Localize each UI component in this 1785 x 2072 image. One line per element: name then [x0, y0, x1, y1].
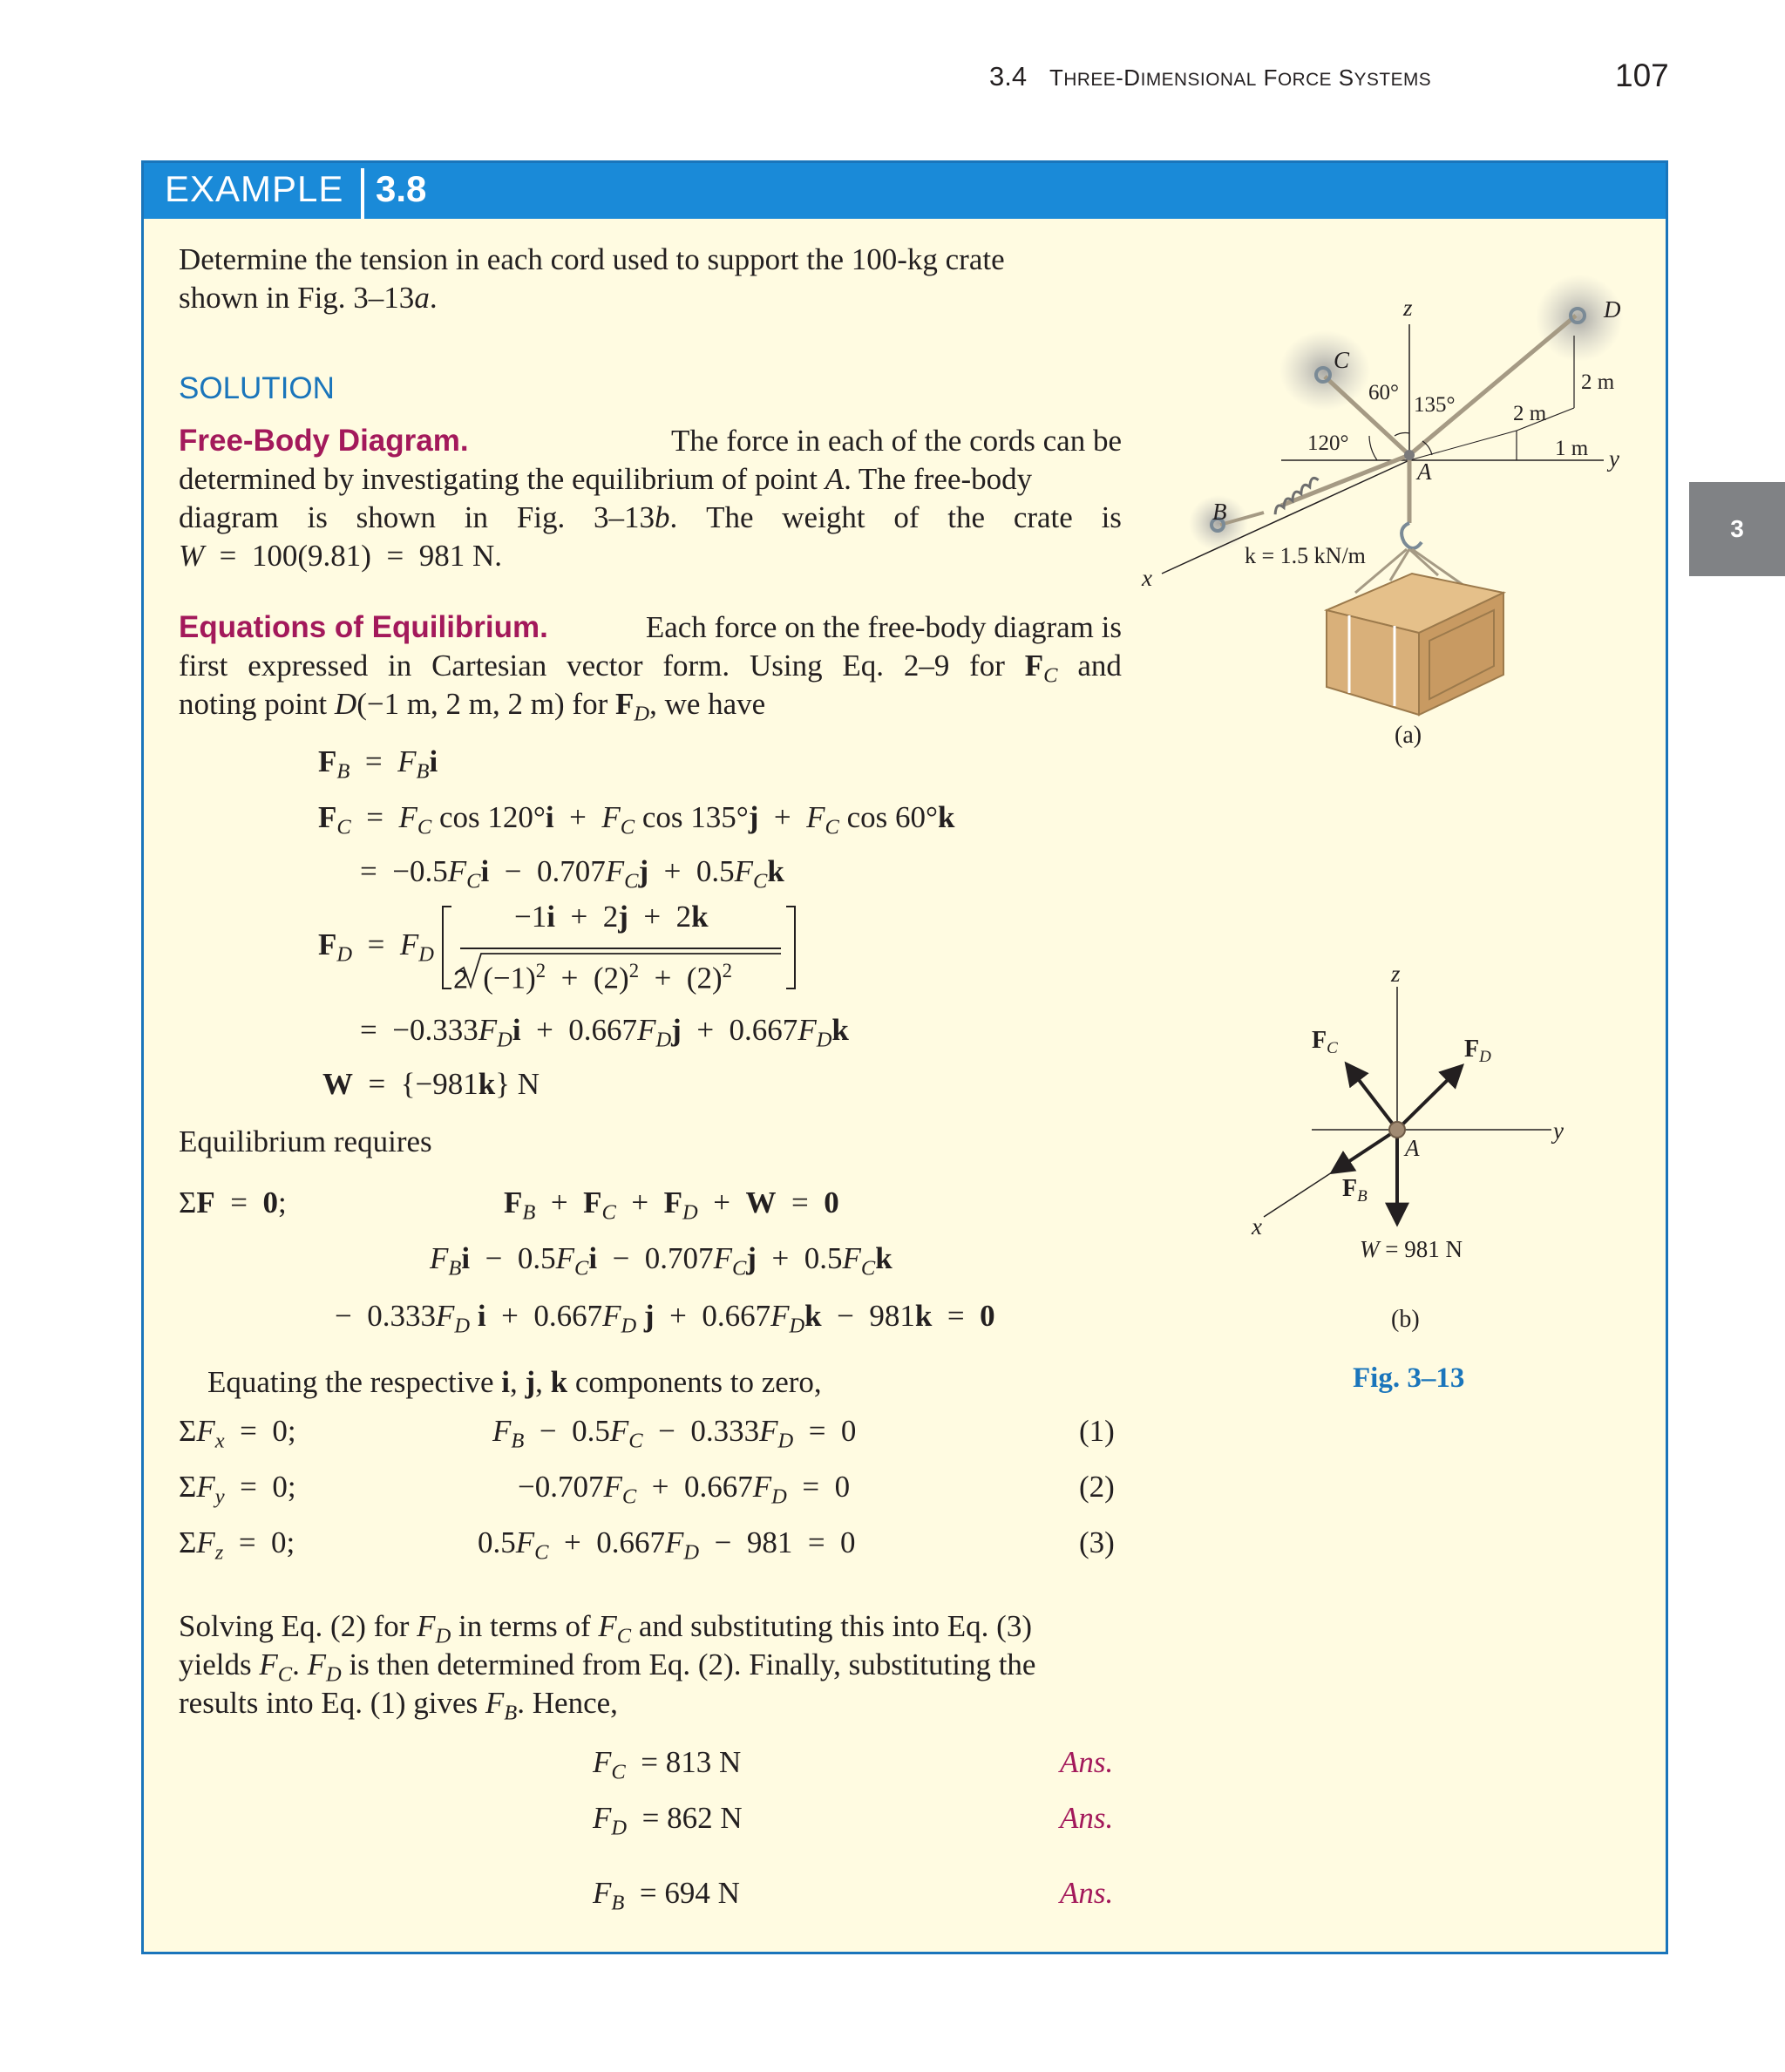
answer-fb-tag: Ans. — [1060, 1876, 1114, 1910]
fig-a-axis-y: y — [1609, 445, 1619, 472]
example-number: 3.8 — [376, 168, 427, 209]
fig-a-point-c: C — [1334, 347, 1350, 373]
fig-b-axis-y: y — [1553, 1118, 1564, 1144]
running-header-section — [989, 61, 1431, 92]
answer-fd: $F_D = 862$ N — [593, 1801, 743, 1840]
fig-b-label-fb: $F_B$ — [1342, 1175, 1368, 1206]
problem-line-1: Determine the tension in each cord used to support the 100-kg crate — [179, 242, 1005, 276]
fig-b-point-a: A — [1405, 1135, 1420, 1161]
fd-denominator: 2 $(-1)^2 + (2)^2 + (2)^2$ — [453, 960, 732, 995]
fbd-line-4: W = 100(9.81) = 981 N. — [179, 539, 502, 573]
sum-fy-label: $\Sigma F_y = 0$; — [179, 1470, 296, 1509]
fig-a-angle-120: 120° — [1307, 431, 1349, 455]
fig-a-dim-1m: 1 m — [1555, 437, 1589, 460]
problem-line-2: shown in Fig. 3–13a. — [179, 281, 438, 315]
fig-a-angle-60: 60° — [1368, 381, 1399, 404]
eq-number-3: (3) — [1079, 1525, 1115, 1559]
fig-a-dim-2m-a: 2 m — [1581, 370, 1615, 394]
sum-fy-eq: $-0.707F_C + 0.667F_D = 0$ — [518, 1470, 851, 1509]
eq-fb: $F_B = F_Bi$ — [318, 744, 438, 784]
expanded-eq-2: − $0.333F_D$ $i + 0.667F_D$ $j + 0.667F_Dk - 981k = 0$ — [335, 1299, 995, 1338]
solving-line-3: results into Eq. (1) gives $F_B$. Hence, — [179, 1686, 618, 1725]
fbd-line-1: Free-Body Diagram. The force in each of the cords can be — [179, 424, 1122, 458]
eq-line-2: first expressed in Cartesian vector form. Using Eq. 2–9 for $F_C$ and — [179, 649, 1122, 688]
figure-caption: Fig. 3–13 — [1353, 1362, 1465, 1394]
fig-b-point-a-knot — [1389, 1122, 1405, 1138]
fig-b-label-fc: $F_C$ — [1312, 1027, 1338, 1057]
cord-b — [1281, 455, 1409, 506]
force-fc-arrow — [1347, 1065, 1397, 1130]
expanded-eq-1: $F_Bi - 0.5F_Ci - 0.707F_Cj + 0.5F_Ck$ — [430, 1241, 892, 1281]
equating-text: Equating the respective i, j, k components to zero, — [207, 1365, 822, 1399]
page-number: 107 — [1615, 58, 1669, 93]
support-c-shadow — [1279, 330, 1370, 411]
fig-b-weight: W = 981 N — [1360, 1236, 1463, 1262]
fig-b-axis-z: z — [1391, 961, 1401, 987]
fig-b-label-fd: $F_D$ — [1464, 1036, 1491, 1066]
cord-d — [1409, 316, 1576, 455]
answer-fb: $F_B = 694$ N — [593, 1876, 740, 1915]
figure-3-13b — [1238, 950, 1656, 1342]
fig-a-spring-k: k = 1.5 kN/m — [1245, 543, 1366, 568]
force-fd-arrow — [1397, 1067, 1461, 1130]
solving-line-1: Solving Eq. (2) for $F_D$ in terms of $F_C$ and substituting this into Eq. (3) — [179, 1609, 1032, 1648]
solution-heading: SOLUTION — [179, 371, 335, 405]
example-title-bar — [144, 163, 1666, 219]
force-fb-arrow — [1334, 1130, 1397, 1172]
section-number: 3.4 — [989, 61, 1028, 92]
eq-w: W = {−981k} N — [322, 1067, 540, 1101]
answer-fd-tag: Ans. — [1060, 1801, 1114, 1835]
section-title: THREE-DIMENSIONAL FORCE SYSTEMS — [1049, 65, 1432, 91]
sum-fz-eq: $0.5F_C + 0.667F_D - 981 = 0$ — [478, 1525, 856, 1565]
ring-a — [1404, 450, 1415, 460]
eq-line-1: Equations of Equilibrium. Each force on the free-body diagram is — [179, 610, 1122, 644]
eq-line-3: noting point D(−1 m, 2 m, 2 m) for $F_D$, we have — [179, 687, 766, 726]
eq-fd-lhs: $F_D = F_D$ — [318, 927, 434, 967]
eq-fc: $F_C = F_C$ $\cos 120^\circ i + F_C$ $\cos 135^\circ j + F_C$ cos 60°k — [318, 800, 955, 839]
eq-fd-result: = $-0.333F_Di + 0.667F_Dj + 0.667F_Dk$ — [360, 1013, 849, 1052]
fbd-line-2: determined by investigating the equilibrium of point A. The free-body — [179, 462, 1033, 496]
solving-line-2: yields $F_C$. $F_D$ is then determined from Eq. (2). Finally, substituting the — [179, 1647, 1036, 1687]
eq-number-1: (1) — [1079, 1414, 1115, 1448]
sum-fx-eq: $F_B - 0.5F_C - 0.333F_D = 0$ — [492, 1414, 857, 1453]
fig-a-axis-z: z — [1403, 295, 1413, 321]
fig-a-axis-x: x — [1142, 565, 1152, 591]
sum-fx-label: $\Sigma F_x = 0$; — [179, 1414, 296, 1453]
title-separator — [361, 168, 364, 219]
fbd-line-3: diagram is shown in Fig. 3–13b. The weight of the crate is — [179, 500, 1122, 534]
eq-heading: Equations of Equilibrium. — [179, 610, 548, 644]
fig-b-caption: (b) — [1391, 1306, 1420, 1333]
fbd-heading: Free-Body Diagram. — [179, 424, 469, 458]
answer-fc-tag: Ans. — [1060, 1745, 1114, 1779]
fig-b-axis-x: x — [1252, 1213, 1262, 1240]
fd-numerator: −1i + 2j + 2k — [514, 900, 709, 934]
figure-3-13a — [1124, 270, 1656, 767]
chapter-tab: 3 — [1689, 482, 1785, 576]
sum-f-eq: $F_B + F_C + F_D + W = 0$ — [504, 1185, 839, 1225]
fig-a-angle-135: 135° — [1414, 393, 1456, 417]
sum-fz-label: $\Sigma F_z = 0$; — [179, 1525, 295, 1565]
example-label: EXAMPLE — [165, 168, 344, 209]
fig-a-point-b: B — [1212, 499, 1227, 525]
fig-a-point-d: D — [1604, 296, 1621, 323]
fig-a-caption: (a) — [1395, 722, 1422, 749]
fig-a-point-a: A — [1417, 459, 1432, 485]
spring-coil — [1268, 477, 1325, 514]
sum-f-label: ΣF = 0; — [179, 1185, 287, 1219]
answer-fc: $F_C = 813$ N — [593, 1745, 742, 1784]
equilibrium-requires: Equilibrium requires — [179, 1124, 432, 1158]
fig-a-dim-2m-b: 2 m — [1513, 402, 1547, 425]
eq-fc-result: = $-0.5F_Ci - 0.707F_Cj + 0.5F_Ck$ — [360, 854, 784, 893]
hook-crate — [1402, 523, 1422, 548]
eq-number-2: (2) — [1079, 1470, 1115, 1504]
